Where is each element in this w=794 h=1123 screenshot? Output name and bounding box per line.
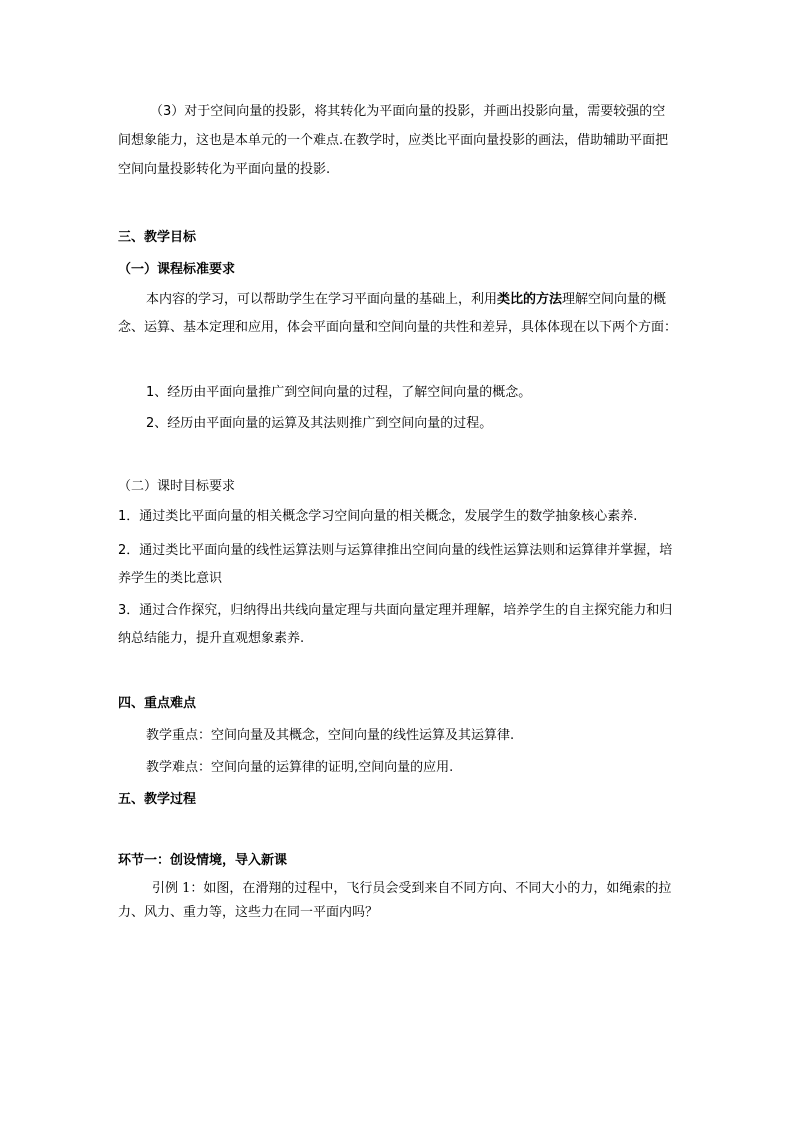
intro-paragraph	[118, 97, 678, 184]
objective-item-2: 2、经历由平面向量的运算及其法则推广到空间向量的过程。	[146, 416, 493, 431]
section5-heading: 五、教学过程	[118, 792, 197, 807]
sub1-text-b: 理解空间向量的概念、运算、基本定理和应用，体会平面向量和空间向量的共性和差异，具体体现在以下两个方面：	[118, 292, 678, 335]
goal-1: 1．通过类比平面向量的相关概念学习空间向量的相关概念，发展学生的数学抽象核心素养.	[118, 509, 638, 524]
section3-sub1-heading: （一）课程标准要求	[118, 262, 236, 277]
stage1-heading: 环节一：创设情境，导入新课	[118, 853, 288, 868]
section5-stage1	[118, 851, 678, 925]
section3-heading: 三、教学目标	[118, 230, 197, 245]
example1-paragraph: 引例 1：如图，在滑翔的过程中，飞行员会受到来自不同方向、不同大小的力，如绳索的拉力、风力、重力等，这些力在同一平面内吗？	[118, 881, 672, 920]
key-point: 教学重点：空间向量及其概念，空间向量的线性运算及其运算律.	[146, 728, 515, 743]
sub1-text-a: 本内容的学习，可以帮助学生在学习平面向量的基础上，利用	[146, 292, 498, 307]
goal-2: 2．通过类比平面向量的线性运算法则与运算律推出空间向量的线性运算法则和运算律并掌握，培养学生的类比意识	[118, 543, 673, 586]
section3-sub2-heading: （二）课时目标要求	[118, 479, 236, 494]
objective-item-1: 1、经历由平面向量推广到空间向量的过程，了解空间向量的概念。	[146, 385, 532, 400]
sub1-text-bold: 类比的方法	[497, 292, 563, 307]
goal-3: 3．通过合作探究，归纳得出共线向量定理与共面向量定理并理解，培养学生的自主探究能力和归纳总结能力，提升直观想象素养.	[118, 603, 673, 646]
intro-text: （3）对于空间向量的投影，将其转化为平面向量的投影，并画出投影向量，需要较强的空间想象能力，这也是本单元的一个难点.在教学时，应类比平面向量投影的画法，借助辅助平面把空间向量投影转化为平面向量的投影.	[118, 104, 669, 177]
section3-sub1-paragraph	[118, 286, 678, 342]
difficulty-point: 教学难点：空间向量的运算律的证明,空间向量的应用.	[146, 760, 454, 775]
section4-heading: 四、重点难点	[118, 696, 197, 711]
